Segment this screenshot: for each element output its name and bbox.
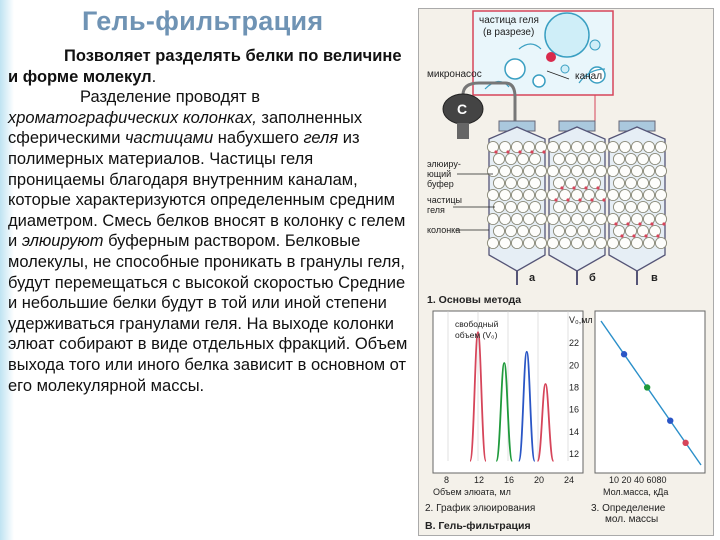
gel-bead [589, 153, 600, 164]
gel-bead [571, 165, 582, 176]
gel-bead [595, 237, 606, 248]
gel-bead [529, 177, 540, 188]
paragraph-method [8, 87, 408, 396]
gel-bead [577, 153, 588, 164]
elution-x-tick: 16 [504, 475, 515, 485]
gel-bead [655, 189, 666, 200]
gel-bead [487, 189, 498, 200]
label-column-v: в [651, 272, 658, 284]
gel-bead [559, 237, 570, 248]
label-gel-particles-1: частицы [427, 195, 462, 205]
term-elute: элюируют [21, 232, 104, 251]
gel-bead [511, 189, 522, 200]
mass-x-ticks: 10 20 40 6080 [609, 475, 667, 485]
gel-bead [607, 189, 618, 200]
column-a [487, 121, 546, 285]
gel-bead [583, 213, 594, 224]
gel-bead [607, 165, 618, 176]
gel-bead [619, 189, 630, 200]
gel-bead [553, 225, 564, 236]
gel-bead [571, 237, 582, 248]
label-column-a: а [529, 272, 536, 284]
term-particles: частицами [125, 129, 214, 148]
gel-bead [553, 201, 564, 212]
gel-bead [613, 177, 624, 188]
gel-bead [583, 165, 594, 176]
gel-bead [565, 225, 576, 236]
protein-dot [638, 222, 641, 225]
gel-bead [493, 225, 504, 236]
label-gel-particles-2: геля [427, 205, 445, 215]
gel-bead [529, 201, 540, 212]
protein-dot [596, 186, 599, 189]
label-gel-particle-2: (в разрезе) [483, 27, 535, 38]
protein-dot [494, 150, 497, 153]
protein-dot [566, 198, 569, 201]
gel-bead [631, 189, 642, 200]
gel-bead [589, 225, 600, 236]
gel-bead [529, 153, 540, 164]
gel-bead [595, 213, 606, 224]
gel-bead [487, 213, 498, 224]
gel-bead [505, 153, 516, 164]
gel-bead [535, 165, 546, 176]
gel-bead [505, 225, 516, 236]
gel-bead [637, 201, 648, 212]
label-free-volume-2: объем (V₀) [455, 330, 498, 340]
body-text [8, 46, 408, 396]
gel-bead [493, 153, 504, 164]
mass-data-point [682, 440, 688, 446]
gel-bead [499, 165, 510, 176]
mass-y-tick: 18 [569, 382, 580, 393]
mass-y-tick: 20 [569, 360, 580, 371]
protein-dot [632, 234, 635, 237]
protein-dot [626, 222, 629, 225]
intro-bold-text: Позволяет разделять белки по величине и форме молекул [8, 47, 402, 86]
gel-bead [619, 237, 630, 248]
gel-bead [517, 153, 528, 164]
gel-bead [547, 213, 558, 224]
gel-bead [631, 165, 642, 176]
protein-dot [662, 222, 665, 225]
gel-bead [649, 153, 660, 164]
label-channel: канал [575, 71, 603, 82]
figure-footer: В. Гель-фильтрация [425, 520, 531, 532]
mass-data-point [667, 417, 673, 423]
text-run: заполненных сферическими [8, 108, 363, 148]
gel-bead [493, 201, 504, 212]
label-eluting-buffer-1: элюиру- [427, 159, 461, 169]
text-run: набухшего [213, 129, 304, 148]
label-eluting-buffer-2: ющий [427, 169, 452, 179]
gel-bead [595, 141, 606, 152]
protein-molecule [546, 52, 556, 62]
gel-bead [649, 177, 660, 188]
gel-bead [643, 165, 654, 176]
gel-bead [559, 141, 570, 152]
gel-bead [607, 141, 618, 152]
gel-bead [535, 189, 546, 200]
gel-bead [511, 213, 522, 224]
protein-dot [620, 234, 623, 237]
text-run: буферным раствором. Белковые молекулы, не способные проникать в гранулы геля, будут перемещаться с высокой скоростью Средние и небольшие белки будут в той или иной степени удерживаться гранулами геля. На выходе колонки элюат собирают в виде отдельных фракций. Объем выхода того или иного белка зависит в основном от его молекулярной массы. [8, 232, 408, 395]
mass-x-axis-label: Мол.масса, кДа [603, 487, 669, 497]
label-gel-particle-1: частица геля [479, 15, 539, 26]
gel-bead [523, 237, 534, 248]
mass-y-axis-label: V₀,мл [569, 315, 593, 325]
protein-dot [530, 150, 533, 153]
gel-bead [649, 201, 660, 212]
caption-basics: 1. Основы метода [427, 294, 522, 306]
gel-bead [487, 237, 498, 248]
protein-dot [518, 150, 521, 153]
gel-bead [517, 201, 528, 212]
protein-dot [578, 198, 581, 201]
gel-bead [523, 189, 534, 200]
gel-bead [517, 177, 528, 188]
protein-dot [506, 150, 509, 153]
protein-dot [602, 198, 605, 201]
gel-bead [619, 141, 630, 152]
gel-bead [499, 189, 510, 200]
slide-title: Гель-фильтрация [82, 6, 324, 36]
gel-bead [625, 153, 636, 164]
gel-bead [613, 153, 624, 164]
gel-bead [595, 165, 606, 176]
protein-dot [584, 186, 587, 189]
gel-bead [571, 141, 582, 152]
gel-bead [577, 201, 588, 212]
gel-bead [559, 213, 570, 224]
gel-bead [505, 177, 516, 188]
elution-x-tick: 8 [444, 475, 450, 485]
gel-bead [643, 237, 654, 248]
elution-x-tick: 20 [534, 475, 545, 485]
gel-bead [523, 213, 534, 224]
caption-mass-1: 3. Определение [591, 503, 666, 514]
column-b [547, 121, 606, 285]
gel-bead [505, 201, 516, 212]
gel-bead [625, 201, 636, 212]
figure-svg [419, 9, 713, 535]
gel-bead [637, 177, 648, 188]
elution-x-axis-label: Объем элюата, мл [433, 487, 511, 497]
gel-bead [565, 153, 576, 164]
gel-bead [643, 189, 654, 200]
gel-bead [511, 237, 522, 248]
term-columns: хроматографических колонках, [8, 108, 257, 127]
label-micropump: микронасос [427, 69, 482, 80]
gel-bead [583, 141, 594, 152]
mass-y-tick: 14 [569, 426, 580, 437]
gel-bead [625, 177, 636, 188]
gel-bead [637, 153, 648, 164]
gel-bead [499, 213, 510, 224]
label-eluting-buffer-3: буфер [427, 179, 454, 189]
gel-bead [547, 141, 558, 152]
elution-x-tick: 12 [474, 475, 485, 485]
caption-elution: 2. График элюирования [425, 503, 536, 514]
protein-dot [614, 222, 617, 225]
gel-bead [577, 225, 588, 236]
protein-dot [554, 198, 557, 201]
term-gel: геля [303, 129, 339, 148]
gel-bead [499, 237, 510, 248]
gel-bead [559, 165, 570, 176]
gel-bead [607, 237, 618, 248]
elution-x-tick: 24 [564, 475, 575, 485]
gel-bead [613, 201, 624, 212]
gel-bead [535, 213, 546, 224]
protein-dot [656, 234, 659, 237]
label-free-volume-1: свободный [455, 319, 499, 329]
gel-bead [547, 237, 558, 248]
gel-bead [655, 165, 666, 176]
caption-mass-2: мол. массы [605, 514, 659, 525]
gel-filtration-figure [418, 8, 714, 536]
label-column: колонка [427, 225, 461, 235]
svg-text:C: C [457, 101, 468, 117]
mass-y-tick: 16 [569, 404, 580, 415]
label-column-b: б [589, 272, 596, 284]
mass-y-tick: 22 [569, 338, 580, 349]
gel-bead [571, 213, 582, 224]
gel-bead [487, 165, 498, 176]
protein-dot [644, 234, 647, 237]
gel-bead [547, 165, 558, 176]
mass-y-tick: 12 [569, 448, 580, 459]
gel-bead [655, 237, 666, 248]
gel-bead [535, 237, 546, 248]
gel-bead [589, 201, 600, 212]
protein-dot [542, 150, 545, 153]
gel-bead [517, 225, 528, 236]
gel-bead [655, 141, 666, 152]
text-run: из полимерных материалов. Частицы геля проницаемы благодаря внутренним каналам, которые характеризуются определенным средним диаметром. Смесь белков вносят в колонку с гелем и [8, 129, 406, 251]
gel-bead [631, 237, 642, 248]
gel-bead [511, 165, 522, 176]
column-v [607, 121, 666, 285]
gel-bead [619, 165, 630, 176]
text-run: Разделение проводят в [80, 88, 260, 107]
intro-end: . [151, 67, 157, 86]
protein-dot [590, 198, 593, 201]
gel-bead [631, 141, 642, 152]
gel-bead [553, 153, 564, 164]
mass-data-point [644, 384, 650, 390]
gel-bead [643, 141, 654, 152]
paragraph-intro [8, 46, 408, 87]
gel-bead [565, 201, 576, 212]
gel-bead [523, 165, 534, 176]
gel-bead [529, 225, 540, 236]
mass-data-point [621, 351, 627, 357]
gel-bead [583, 237, 594, 248]
protein-dot [572, 186, 575, 189]
protein-dot [560, 186, 563, 189]
gel-bead [493, 177, 504, 188]
protein-dot [650, 222, 653, 225]
